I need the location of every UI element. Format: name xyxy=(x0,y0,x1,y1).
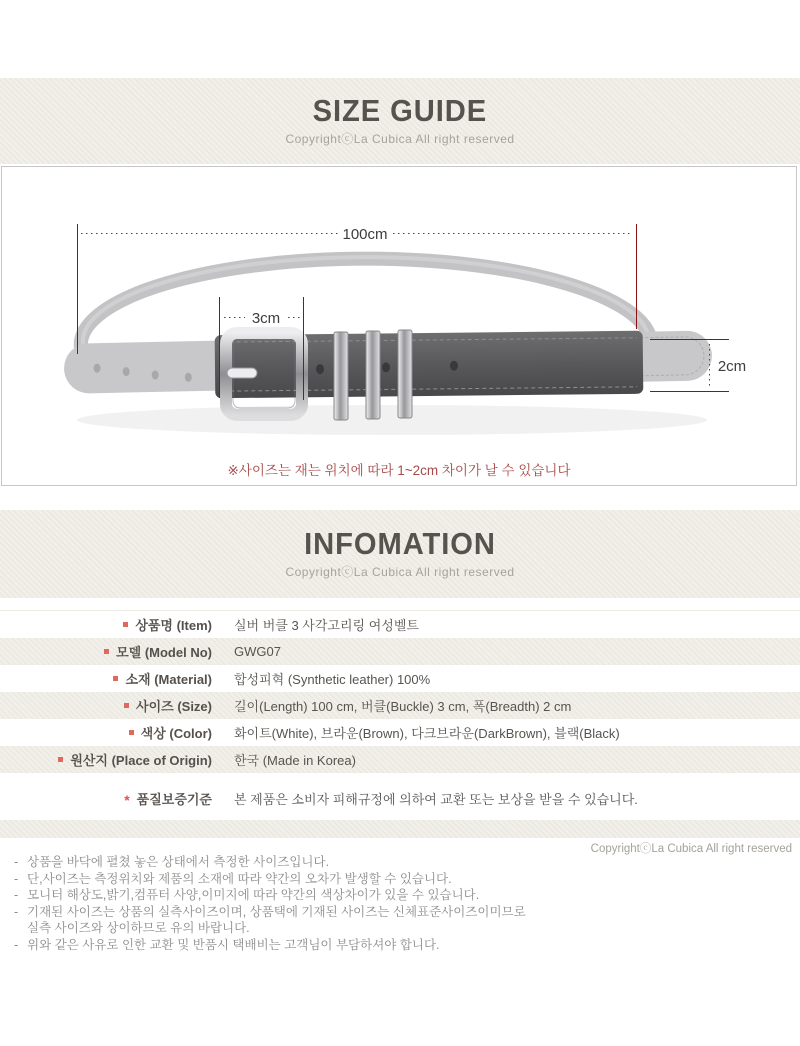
row-label-cell xyxy=(0,750,212,769)
product-info-table xyxy=(0,610,800,821)
bullet-icon xyxy=(129,730,134,735)
row-value: 합성피혁 (Synthetic leather) 100% xyxy=(234,672,431,687)
row-label: 소재 (Material) xyxy=(125,672,212,687)
row-label-cell xyxy=(0,642,212,661)
bullet-icon xyxy=(123,622,128,627)
size-guide-header xyxy=(0,78,800,164)
note-line xyxy=(14,937,784,954)
row-value: GWG07 xyxy=(234,644,281,659)
note-line xyxy=(14,871,784,888)
row-label-cell xyxy=(0,615,212,634)
bullet-icon: * xyxy=(124,792,130,808)
footer-copyright: CopyrightⓒLa Cubica All right reserved xyxy=(590,843,792,855)
bullet-icon xyxy=(113,676,118,681)
row-label-cell xyxy=(0,723,212,742)
row-value: 화이트(White), 브라운(Brown), 다크브라운(DarkBrown), 블랙(Black) xyxy=(234,726,620,741)
buckle-prong xyxy=(227,368,257,378)
table-row xyxy=(0,773,800,821)
row-value: 한국 (Made in Korea) xyxy=(234,753,356,768)
size-guide-copyright: CopyrightⓒLa Cubica All right reserved xyxy=(285,131,515,146)
footer-notes xyxy=(14,854,784,953)
table-row xyxy=(0,692,800,719)
row-label: 원산지 (Place of Origin) xyxy=(70,753,212,768)
buckle-label: 3cm xyxy=(251,310,281,327)
bullet-icon xyxy=(104,649,109,654)
belt-illustration xyxy=(2,167,798,485)
information-copyright: CopyrightⓒLa Cubica All right reserved xyxy=(285,564,515,579)
table-row xyxy=(0,665,800,692)
row-label-cell xyxy=(0,669,212,688)
note-line xyxy=(14,887,784,904)
row-label: 상품명 (Item) xyxy=(135,618,212,633)
table-row xyxy=(0,746,800,773)
row-value: 본 제품은 소비자 피해규정에 의하여 교환 또는 보상을 받을 수 있습니다. xyxy=(234,792,638,807)
note-text: 기재된 사이즈는 상품의 실측사이즈이며, 상품택에 기재된 사이즈는 신체표준사이즈이미므로 xyxy=(27,904,526,919)
belt-strap-dark xyxy=(215,331,644,398)
row-label: 품질보증기준 xyxy=(136,792,212,807)
size-caution-note: ※사이즈는 재는 위치에 따라 1~2cm 차이가 날 수 있습니다 xyxy=(227,463,571,478)
bullet-icon xyxy=(58,757,63,762)
table-row xyxy=(0,719,800,746)
width-label: 2cm xyxy=(717,358,747,375)
table-row xyxy=(0,638,800,665)
belt-size-diagram xyxy=(1,166,797,486)
note-text: 위와 같은 사유로 인한 교환 및 반품시 택배비는 고객님이 부담하셔야 합니다. xyxy=(27,937,440,952)
note-line xyxy=(14,904,784,921)
note-dash: - xyxy=(14,904,19,919)
note-text: 단,사이즈는 측정위치와 제품의 소재에 따라 약간의 오차가 발생할 수 있습니다. xyxy=(27,871,452,886)
note-dash: - xyxy=(14,937,19,952)
row-label: 색상 (Color) xyxy=(140,726,212,741)
note-text: 상품을 바닥에 펼쳤 놓은 상태에서 측정한 사이즈입니다. xyxy=(27,855,330,869)
note-dash: - xyxy=(14,871,19,886)
table-row xyxy=(0,611,800,638)
row-label: 사이즈 (Size) xyxy=(136,699,212,714)
note-line xyxy=(14,854,784,871)
information-header xyxy=(0,510,800,598)
note-text: 실측 사이즈와 상이하므로 유의 바랍니다. xyxy=(27,921,250,935)
note-dash: - xyxy=(14,888,19,902)
row-label-cell xyxy=(0,696,212,715)
size-guide-title: SIZE GUIDE xyxy=(312,93,488,129)
row-value: 길이(Length) 100 cm, 버클(Buckle) 3 cm, 폭(Breadth) 2 cm xyxy=(234,699,572,714)
row-label-cell xyxy=(0,789,212,808)
note-dash xyxy=(14,920,27,937)
note-text: 모니터 해상도,밝기,컴퓨터 사양,이미지에 따라 약간의 색상차이가 있을 수 있습니다. xyxy=(27,888,480,902)
bullet-icon xyxy=(124,703,129,708)
row-label: 모델 (Model No) xyxy=(116,645,212,660)
row-value: 실버 버클 3 사각고리링 여성벨트 xyxy=(234,618,419,633)
information-title: INFOMATION xyxy=(304,526,496,562)
length-label: 100cm xyxy=(342,226,388,243)
note-line xyxy=(14,920,784,937)
note-dash: - xyxy=(14,855,19,869)
belt-rings xyxy=(334,330,412,420)
belt-shadow xyxy=(77,405,707,435)
divider-band xyxy=(0,820,800,838)
